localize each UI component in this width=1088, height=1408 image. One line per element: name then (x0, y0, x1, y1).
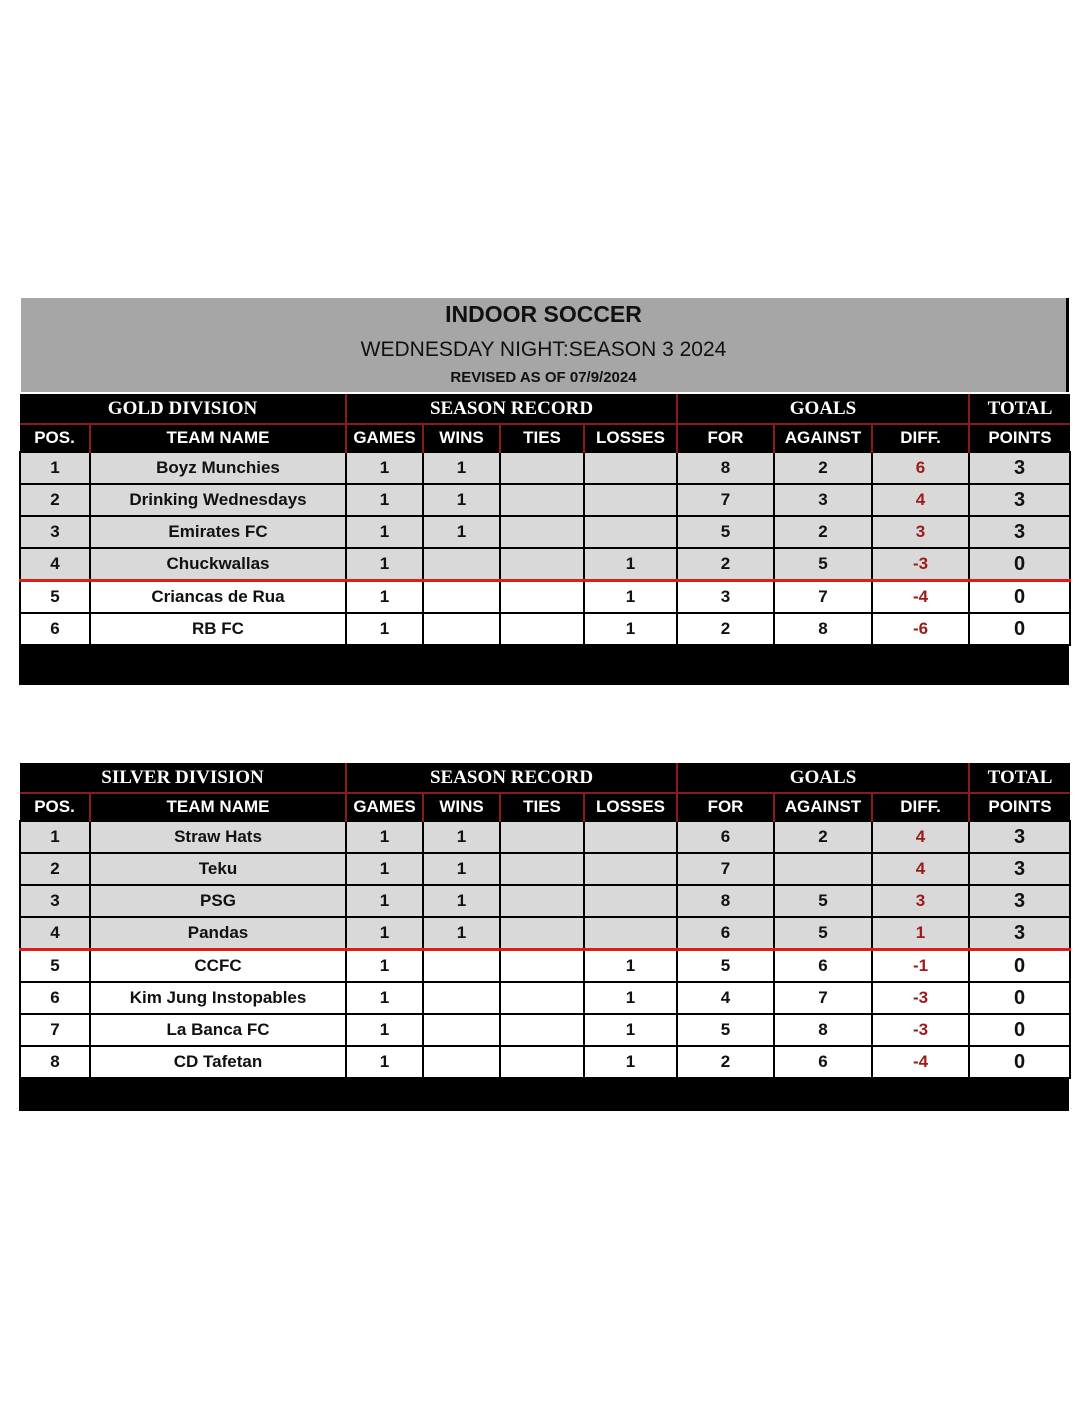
ties-cell (500, 1046, 584, 1078)
ties-cell (500, 853, 584, 885)
gold-division-block (19, 394, 1069, 685)
games-cell: 1 (346, 516, 423, 548)
against-cell: 5 (774, 548, 872, 581)
against-cell: 3 (774, 484, 872, 516)
team-name-cell: CD Tafetan (90, 1046, 346, 1078)
losses-cell: 1 (584, 548, 677, 581)
against-cell: 2 (774, 821, 872, 853)
table-footer-bar (19, 646, 1069, 685)
pos-cell: 6 (20, 613, 90, 645)
col-losses: LOSSES (584, 424, 677, 452)
against-cell: 7 (774, 581, 872, 614)
points-cell: 3 (969, 885, 1070, 917)
col-games: GAMES (346, 424, 423, 452)
for-cell: 6 (677, 821, 774, 853)
pos-cell: 8 (20, 1046, 90, 1078)
table-row (20, 917, 1070, 950)
col-ties: TIES (500, 793, 584, 821)
diff-cell: 1 (872, 917, 969, 950)
diff-cell: 3 (872, 516, 969, 548)
wins-cell: 1 (423, 821, 500, 853)
for-cell: 5 (677, 1014, 774, 1046)
ties-cell (500, 982, 584, 1014)
losses-cell (584, 885, 677, 917)
diff-cell: 3 (872, 885, 969, 917)
points-cell: 3 (969, 452, 1070, 484)
for-cell: 2 (677, 548, 774, 581)
pos-cell: 3 (20, 885, 90, 917)
against-cell: 5 (774, 885, 872, 917)
team-name-cell: Kim Jung Instopables (90, 982, 346, 1014)
col-team-name: TEAM NAME (90, 793, 346, 821)
against-cell: 6 (774, 950, 872, 983)
page-title: INDOOR SOCCER (445, 301, 642, 327)
wins-cell (423, 581, 500, 614)
points-cell: 3 (969, 484, 1070, 516)
ties-cell (500, 821, 584, 853)
table-row (20, 581, 1070, 614)
pos-cell: 2 (20, 853, 90, 885)
losses-cell: 1 (584, 950, 677, 983)
season-record-header: SEASON RECORD (346, 394, 677, 424)
games-cell: 1 (346, 853, 423, 885)
ties-cell (500, 548, 584, 581)
for-cell: 3 (677, 581, 774, 614)
team-name-cell: Straw Hats (90, 821, 346, 853)
for-cell: 8 (677, 885, 774, 917)
ties-cell (500, 950, 584, 983)
team-name-cell: CCFC (90, 950, 346, 983)
ties-cell (500, 581, 584, 614)
col-losses: LOSSES (584, 793, 677, 821)
table-row (20, 950, 1070, 983)
table-footer-bar (19, 1079, 1069, 1111)
losses-cell (584, 484, 677, 516)
col-games: GAMES (346, 793, 423, 821)
diff-cell: 4 (872, 821, 969, 853)
for-cell: 2 (677, 613, 774, 645)
points-cell: 0 (969, 982, 1070, 1014)
col-diff: DIFF. (872, 793, 969, 821)
division-label: SILVER DIVISION (20, 763, 346, 793)
table-row (20, 548, 1070, 581)
table-row (20, 982, 1070, 1014)
total-header: TOTAL (969, 763, 1070, 793)
losses-cell (584, 516, 677, 548)
points-cell: 0 (969, 1014, 1070, 1046)
team-name-cell: La Banca FC (90, 1014, 346, 1046)
col-wins: WINS (423, 424, 500, 452)
losses-cell (584, 821, 677, 853)
pos-cell: 5 (20, 950, 90, 983)
against-cell: 5 (774, 917, 872, 950)
games-cell: 1 (346, 1014, 423, 1046)
col-wins: WINS (423, 793, 500, 821)
table-row (20, 613, 1070, 645)
diff-cell: -3 (872, 982, 969, 1014)
division-label: GOLD DIVISION (20, 394, 346, 424)
games-cell: 1 (346, 452, 423, 484)
wins-cell: 1 (423, 853, 500, 885)
col-team-name: TEAM NAME (90, 424, 346, 452)
team-name-cell: Criancas de Rua (90, 581, 346, 614)
points-cell: 0 (969, 581, 1070, 614)
games-cell: 1 (346, 548, 423, 581)
points-cell: 3 (969, 917, 1070, 950)
points-cell: 3 (969, 821, 1070, 853)
table-row (20, 885, 1070, 917)
season-record-header: SEASON RECORD (346, 763, 677, 793)
wins-cell (423, 950, 500, 983)
col-diff: DIFF. (872, 424, 969, 452)
games-cell: 1 (346, 950, 423, 983)
wins-cell: 1 (423, 452, 500, 484)
gold-standings-table (19, 394, 1071, 646)
col-against: AGAINST (774, 793, 872, 821)
diff-cell: -1 (872, 950, 969, 983)
diff-cell: 4 (872, 484, 969, 516)
col-pos: POS. (20, 793, 90, 821)
pos-cell: 4 (20, 548, 90, 581)
column-header-row (20, 793, 1070, 821)
for-cell: 2 (677, 1046, 774, 1078)
team-name-cell: Teku (90, 853, 346, 885)
col-pos: POS. (20, 424, 90, 452)
ties-cell (500, 917, 584, 950)
points-cell: 0 (969, 613, 1070, 645)
wins-cell: 1 (423, 516, 500, 548)
diff-cell: -6 (872, 613, 969, 645)
table-row (20, 821, 1070, 853)
col-points: POINTS (969, 424, 1070, 452)
losses-cell: 1 (584, 982, 677, 1014)
ties-cell (500, 452, 584, 484)
wins-cell: 1 (423, 917, 500, 950)
losses-cell (584, 917, 677, 950)
wins-cell (423, 1046, 500, 1078)
wins-cell (423, 982, 500, 1014)
table-row (20, 1014, 1070, 1046)
points-cell: 0 (969, 1046, 1070, 1078)
games-cell: 1 (346, 613, 423, 645)
col-against: AGAINST (774, 424, 872, 452)
for-cell: 5 (677, 516, 774, 548)
table-row (20, 452, 1070, 484)
for-cell: 7 (677, 853, 774, 885)
ties-cell (500, 516, 584, 548)
against-cell (774, 853, 872, 885)
diff-cell: 4 (872, 853, 969, 885)
ties-cell (500, 1014, 584, 1046)
col-points: POINTS (969, 793, 1070, 821)
title-band (21, 298, 1069, 392)
team-name-cell: Boyz Munchies (90, 452, 346, 484)
col-ties: TIES (500, 424, 584, 452)
col-for: FOR (677, 424, 774, 452)
diff-cell: -4 (872, 581, 969, 614)
points-cell: 3 (969, 516, 1070, 548)
games-cell: 1 (346, 917, 423, 950)
col-for: FOR (677, 793, 774, 821)
diff-cell: -3 (872, 1014, 969, 1046)
diff-cell: -4 (872, 1046, 969, 1078)
against-cell: 7 (774, 982, 872, 1014)
losses-cell: 1 (584, 613, 677, 645)
losses-cell (584, 853, 677, 885)
ties-cell (500, 885, 584, 917)
silver-standings-table (19, 763, 1071, 1079)
points-cell: 3 (969, 853, 1070, 885)
losses-cell: 1 (584, 1046, 677, 1078)
points-cell: 0 (969, 950, 1070, 983)
wins-cell (423, 548, 500, 581)
team-name-cell: RB FC (90, 613, 346, 645)
diff-cell: -3 (872, 548, 969, 581)
pos-cell: 2 (20, 484, 90, 516)
pos-cell: 5 (20, 581, 90, 614)
page-subtitle: WEDNESDAY NIGHT:SEASON 3 2024 (360, 338, 727, 361)
for-cell: 8 (677, 452, 774, 484)
losses-cell (584, 452, 677, 484)
team-name-cell: Pandas (90, 917, 346, 950)
silver-division-block (19, 763, 1069, 1111)
games-cell: 1 (346, 885, 423, 917)
revised-date: REVISED AS OF 07/9/2024 (450, 369, 637, 386)
pos-cell: 1 (20, 821, 90, 853)
ties-cell (500, 484, 584, 516)
wins-cell: 1 (423, 484, 500, 516)
against-cell: 8 (774, 1014, 872, 1046)
for-cell: 6 (677, 917, 774, 950)
against-cell: 2 (774, 452, 872, 484)
division-header-row (20, 763, 1070, 793)
total-header: TOTAL (969, 394, 1070, 424)
team-name-cell: Emirates FC (90, 516, 346, 548)
losses-cell: 1 (584, 1014, 677, 1046)
against-cell: 6 (774, 1046, 872, 1078)
games-cell: 1 (346, 821, 423, 853)
column-header-row (20, 424, 1070, 452)
points-cell: 0 (969, 548, 1070, 581)
for-cell: 4 (677, 982, 774, 1014)
pos-cell: 7 (20, 1014, 90, 1046)
pos-cell: 4 (20, 917, 90, 950)
losses-cell: 1 (584, 581, 677, 614)
ties-cell (500, 613, 584, 645)
games-cell: 1 (346, 1046, 423, 1078)
team-name-cell: Drinking Wednesdays (90, 484, 346, 516)
against-cell: 8 (774, 613, 872, 645)
diff-cell: 6 (872, 452, 969, 484)
for-cell: 5 (677, 950, 774, 983)
pos-cell: 6 (20, 982, 90, 1014)
wins-cell: 1 (423, 885, 500, 917)
table-row (20, 853, 1070, 885)
table-row (20, 484, 1070, 516)
division-header-row (20, 394, 1070, 424)
table-row (20, 516, 1070, 548)
table-row (20, 1046, 1070, 1078)
goals-header: GOALS (677, 763, 969, 793)
for-cell: 7 (677, 484, 774, 516)
pos-cell: 1 (20, 452, 90, 484)
games-cell: 1 (346, 484, 423, 516)
goals-header: GOALS (677, 394, 969, 424)
pos-cell: 3 (20, 516, 90, 548)
games-cell: 1 (346, 581, 423, 614)
games-cell: 1 (346, 982, 423, 1014)
against-cell: 2 (774, 516, 872, 548)
team-name-cell: PSG (90, 885, 346, 917)
team-name-cell: Chuckwallas (90, 548, 346, 581)
wins-cell (423, 1014, 500, 1046)
wins-cell (423, 613, 500, 645)
